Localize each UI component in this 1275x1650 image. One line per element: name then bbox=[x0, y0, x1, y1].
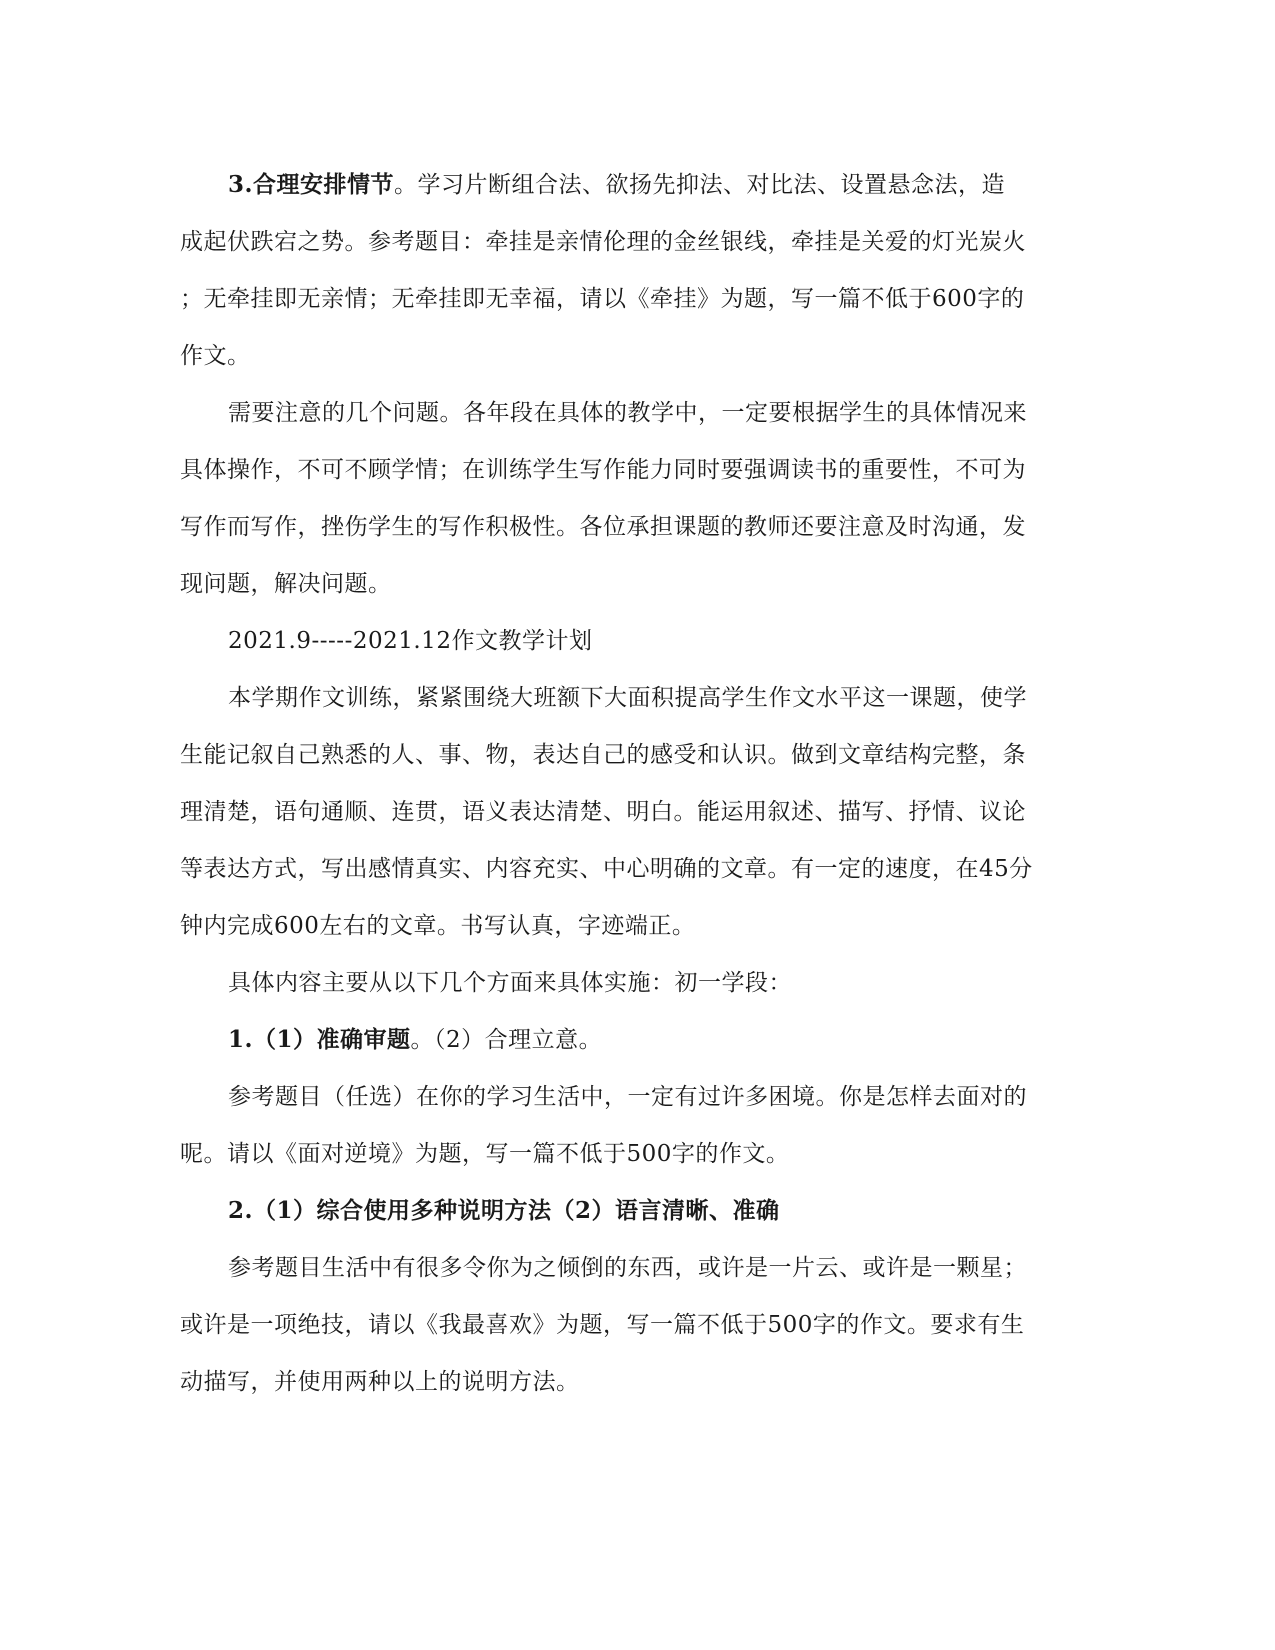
plan-title: 2021.9-----2021.12作文教学计划 bbox=[228, 628, 593, 654]
paragraph-3-line-2: 生能记叙自己熟悉的人、事、物，表达自己的感受和认识。做到文章结构完整，条 bbox=[180, 742, 1026, 768]
paragraph-4-line-2: 呢。请以《面对逆境》为题，写一篇不低于500字的作文。 bbox=[180, 1141, 790, 1167]
paragraph-1-text: 。学习片断组合法、欲扬先抑法、对比法、设置悬念法，造 bbox=[394, 172, 1006, 198]
section-3-heading: 3.合理安排情节 bbox=[228, 171, 395, 198]
paragraph-1-line-3: ；无牵挂即无亲情；无牵挂即无幸福，请以《牵挂》为题，写一篇不低于600字的 bbox=[180, 286, 1025, 312]
paragraph-2-line-4: 现问题，解决问题。 bbox=[180, 571, 392, 597]
paragraph-3-line-3: 理清楚，语句通顺、连贯，语义表达清楚、明白。能运用叙述、描写、抒情、议论 bbox=[180, 799, 1026, 825]
paragraph-4-line-1: 参考题目（任选）在你的学习生活中，一定有过许多困境。你是怎样去面对的 bbox=[228, 1084, 1027, 1110]
paragraph-1-line-2: 成起伏跌宕之势。参考题目：牵挂是亲情伦理的金丝银线，牵挂是关爱的灯光炭火 bbox=[180, 229, 1026, 255]
item-2-heading: 2.（1）综合使用多种说明方法（2）语言清晰、准确 bbox=[228, 1197, 780, 1224]
paragraph-3-line-4: 等表达方式，写出感情真实、内容充实、中心明确的文章。有一定的速度，在45分 bbox=[180, 856, 1033, 882]
paragraph-5-line-1: 参考题目生活中有很多令你为之倾倒的东西，或许是一片云、或许是一颗星； bbox=[228, 1255, 1027, 1281]
item-1-text: 。（2）合理立意。 bbox=[410, 1027, 603, 1053]
paragraph-2-line-1: 需要注意的几个问题。各年段在具体的教学中，一定要根据学生的具体情况来 bbox=[228, 400, 1027, 426]
paragraph-3-line-1: 本学期作文训练，紧紧围绕大班额下大面积提高学生作文水平这一课题，使学 bbox=[228, 685, 1027, 711]
paragraph-5-line-3: 动描写，并使用两种以上的说明方法。 bbox=[180, 1369, 580, 1395]
paragraph-2-line-2: 具体操作，不可不顾学情；在训练学生写作能力同时要强调读书的重要性，不可为 bbox=[180, 457, 1026, 483]
item-1-heading: 1.（1）准确审题 bbox=[228, 1026, 411, 1053]
paragraph-1-line-1 bbox=[228, 165, 1005, 205]
intro-line: 具体内容主要从以下几个方面来具体实施：初一学段： bbox=[228, 970, 792, 996]
paragraph-1-line-4: 作文。 bbox=[180, 343, 251, 369]
paragraph-3-line-5: 钟内完成600左右的文章。书写认真，字迹端正。 bbox=[180, 913, 696, 939]
item-1 bbox=[228, 1020, 602, 1060]
paragraph-2-line-3: 写作而写作，挫伤学生的写作积极性。各位承担课题的教师还要注意及时沟通，发 bbox=[180, 514, 1026, 540]
paragraph-5-line-2: 或许是一项绝技，请以《我最喜欢》为题，写一篇不低于500字的作文。要求有生 bbox=[180, 1312, 1025, 1338]
